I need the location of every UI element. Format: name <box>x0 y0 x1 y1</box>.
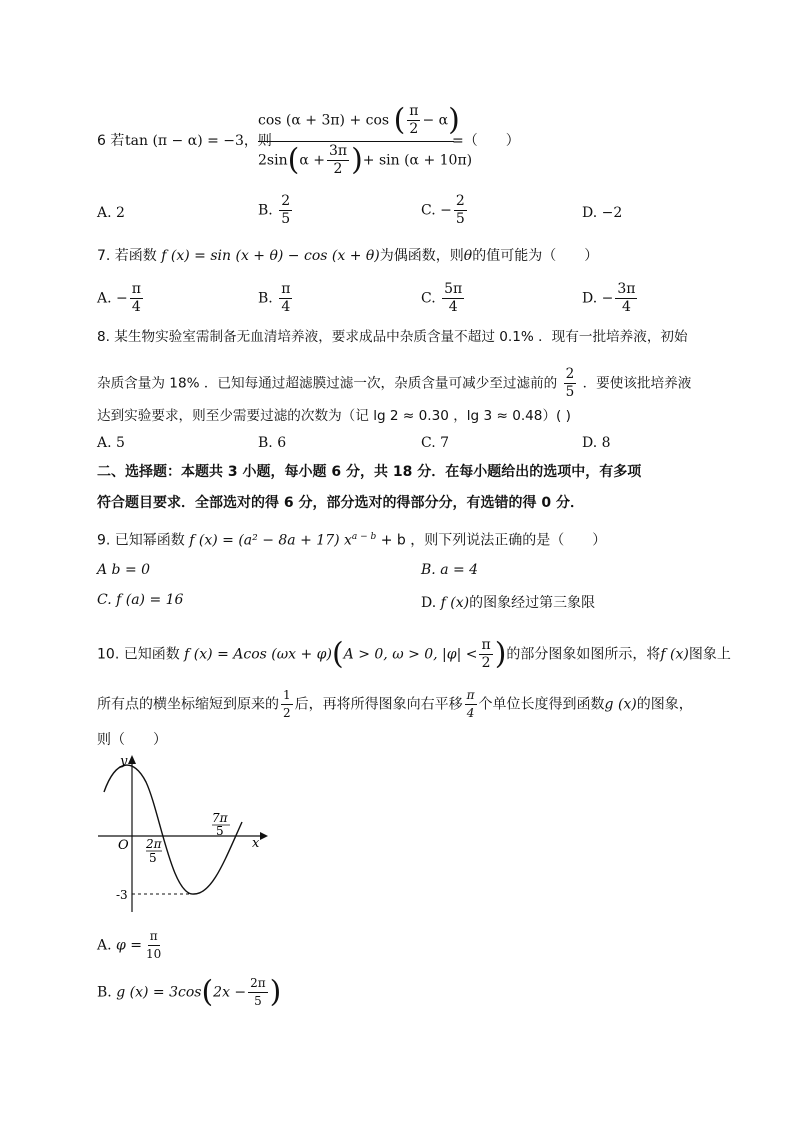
q6-prefix: 6 若 <box>97 133 125 149</box>
q9-option-d[interactable] <box>421 592 595 612</box>
q10-condition: A > 0, ω > 0, |φ| < <box>343 646 478 663</box>
q9-stem-a: 9. 已知幂函数 <box>97 532 185 549</box>
q7-option-a[interactable] <box>97 281 145 316</box>
q8-line1: 8. 某生物实验室需制备无血清培养液，要求成品中杂质含量不超过 0.1% ．现有一批培养液，初始 <box>97 329 688 345</box>
paren: ) <box>351 142 363 178</box>
x-axis-label: x <box>252 836 260 851</box>
q10-function: f (x) = Acos (ωx + φ) <box>184 646 332 663</box>
q6-num-part1: cos (α + 3π) + cos <box>258 112 390 129</box>
q9-option-d-text: 的图象经过第三象限 <box>469 595 596 611</box>
q6-den-part2: + sin (α + 10π) <box>362 152 473 169</box>
q6-tail: =（ ） <box>452 133 520 149</box>
q10-option-b-lhs: g (x) = 3cos <box>116 984 202 1001</box>
y-axis-arrow-icon <box>128 755 136 764</box>
q7-stem-c: 的值可能为（ ） <box>472 248 599 264</box>
q9-exponent: a − b <box>351 532 377 542</box>
q6-den-inner: α + <box>299 152 325 169</box>
q8-line2-b: ．要使该批培养液 <box>582 375 692 392</box>
q9-option-c[interactable]: C. f (a) = 16 <box>97 592 184 608</box>
paren: ) <box>494 636 507 672</box>
q9-function: f (x) = (a² − 8a + 17) x <box>189 532 352 549</box>
q10-line2-a: 所有点的横坐标缩短到原来的 <box>97 696 279 713</box>
q10-option-a[interactable] <box>97 928 165 963</box>
q9-option-b[interactable]: B. a = 4 <box>421 562 479 578</box>
min-value-label: -3 <box>116 888 128 902</box>
q7-stem-b: 为偶函数，则 <box>379 248 464 264</box>
q6-num-part2: − α <box>422 112 449 129</box>
q10-option-b-frac: $\frac{2\pi}{5}$ <box>250 976 266 1008</box>
q7-option-a-frac: $\frac{\pi}{4}$ <box>131 281 141 315</box>
q6-den-frac: $\frac{3\pi}{2}$ <box>328 143 348 177</box>
q6-option-c-frac: $\frac{2}{5}$ <box>455 193 465 227</box>
paren: ) <box>448 102 460 138</box>
q6-numerator <box>258 102 460 138</box>
q6-denominator <box>258 142 473 178</box>
origin-label: O <box>118 838 129 853</box>
q10-line1 <box>97 637 731 672</box>
q10-line2-d: 的图象， <box>636 696 693 713</box>
q6-condition: tan (π − α) = −3，则 <box>125 133 272 149</box>
section2-heading-line2: 符合题目要求．全部选对的得 6 分，部分选对的得部分分，有选错的得 0 分． <box>97 495 584 511</box>
paren: ) <box>269 974 282 1010</box>
q6-den-part1: 2sin <box>258 152 288 169</box>
q10-option-a-frac: $\frac{\pi}{10}$ <box>146 929 162 961</box>
option-label: D. <box>582 290 598 307</box>
q7-option-c[interactable] <box>421 281 466 316</box>
q10-cond-frac: $\frac{\pi}{2}$ <box>481 637 491 671</box>
minus-sign: − <box>440 202 452 219</box>
option-label: D. <box>421 595 437 611</box>
tick-7pi-5-numerator: 7π <box>212 811 228 825</box>
q6-option-b[interactable] <box>258 193 294 228</box>
minus-sign: − <box>116 290 128 307</box>
paren: ( <box>287 142 300 178</box>
q7-option-d-frac: $\frac{3\pi}{4}$ <box>617 281 636 315</box>
q8-option-c[interactable]: C. 7 <box>421 435 450 451</box>
q10-gx: g (x) <box>604 696 637 713</box>
option-label: B. <box>97 984 112 1001</box>
q7-option-b[interactable] <box>258 281 294 316</box>
q6-option-c[interactable] <box>421 193 469 228</box>
q7-function: f (x) = sin (x + θ) − cos (x + θ) <box>161 248 380 264</box>
q8-option-a[interactable]: A. 5 <box>97 435 125 451</box>
q10-line1-b: 的部分图象如图所示，将 <box>506 646 661 663</box>
q7-stem-a: 7. 若函数 <box>97 248 157 264</box>
q10-shift-frac: $\frac{\pi}{4}$ <box>466 688 475 720</box>
q7-option-b-frac: $\frac{\pi}{4}$ <box>281 281 291 315</box>
q9-option-a[interactable]: A b = 0 <box>97 562 151 578</box>
option-label: B. <box>258 290 273 307</box>
tick-2pi-5-numerator: 2π <box>146 837 162 851</box>
q7-stem <box>97 246 598 266</box>
option-label: A. <box>97 937 112 954</box>
option-label: C. <box>421 290 436 307</box>
paren: ( <box>331 636 344 672</box>
tick-7pi-5-denominator: 5 <box>216 824 224 838</box>
paren: ( <box>201 974 214 1010</box>
q7-option-c-frac: $\frac{5\pi}{4}$ <box>444 281 463 315</box>
q8-line2 <box>97 366 691 401</box>
q10-fx-ref: f (x) <box>660 646 689 663</box>
q10-line1-a: 10. 已知函数 <box>97 646 180 663</box>
q10-line3: 则（ ） <box>97 732 167 748</box>
q8-fraction: $\frac{2}{5}$ <box>565 366 575 400</box>
y-axis-label: y <box>120 754 128 769</box>
option-label: A. <box>97 290 112 307</box>
q9-stem-b: + b ，则下列说法正确的是（ ） <box>380 532 607 549</box>
x-axis-arrow-icon <box>260 832 268 840</box>
option-label: B. <box>258 202 273 219</box>
q6-option-b-frac: $\frac{2}{5}$ <box>281 193 291 227</box>
q10-line1-c: 图象上 <box>688 646 731 663</box>
tick-2pi-5-denominator: 5 <box>149 851 157 865</box>
q6-num-frac: $\frac{\pi}{2}$ <box>409 103 419 137</box>
q9-option-d-fx: f (x) <box>440 595 470 611</box>
q9-stem <box>97 527 606 551</box>
q7-option-d[interactable] <box>582 281 639 316</box>
option-label: C. <box>421 202 436 219</box>
section2-heading-line1: 二、选择题：本题共 3 小题，每小题 6 分，共 18 分．在每小题给出的选项中，有多项 <box>97 464 642 480</box>
q10-line2-b: 后，再将所得图象向右平移 <box>294 696 463 713</box>
q7-theta: θ <box>463 248 473 264</box>
q8-option-d[interactable]: D. 8 <box>582 435 611 451</box>
q10-half-frac: $\frac{1}{2}$ <box>283 688 291 720</box>
paren: ( <box>393 102 406 138</box>
q8-option-b[interactable]: B. 6 <box>258 435 287 451</box>
q10-option-a-lhs: φ = <box>116 937 142 954</box>
q10-line2 <box>97 687 693 722</box>
q10-option-b[interactable] <box>97 975 281 1010</box>
q8-line3: 达到实验要求，则至少需要过滤的次数为（记 lg 2 ≈ 0.30 ，lg 3 ≈ 0.48）( ) <box>97 408 571 424</box>
q10-line2-c: 个单位长度得到函数 <box>478 696 605 713</box>
q8-line2-a: 杂质含量为 18% ．已知每通过超滤膜过滤一次，杂质含量可减少至过滤前的 <box>97 375 558 392</box>
q6-option-d[interactable]: D. −2 <box>582 205 623 221</box>
minus-sign: − <box>601 290 614 307</box>
q10-option-b-inner: 2x − <box>213 984 247 1001</box>
q6-option-a[interactable]: A. 2 <box>97 205 125 221</box>
q10-graph <box>90 752 270 917</box>
